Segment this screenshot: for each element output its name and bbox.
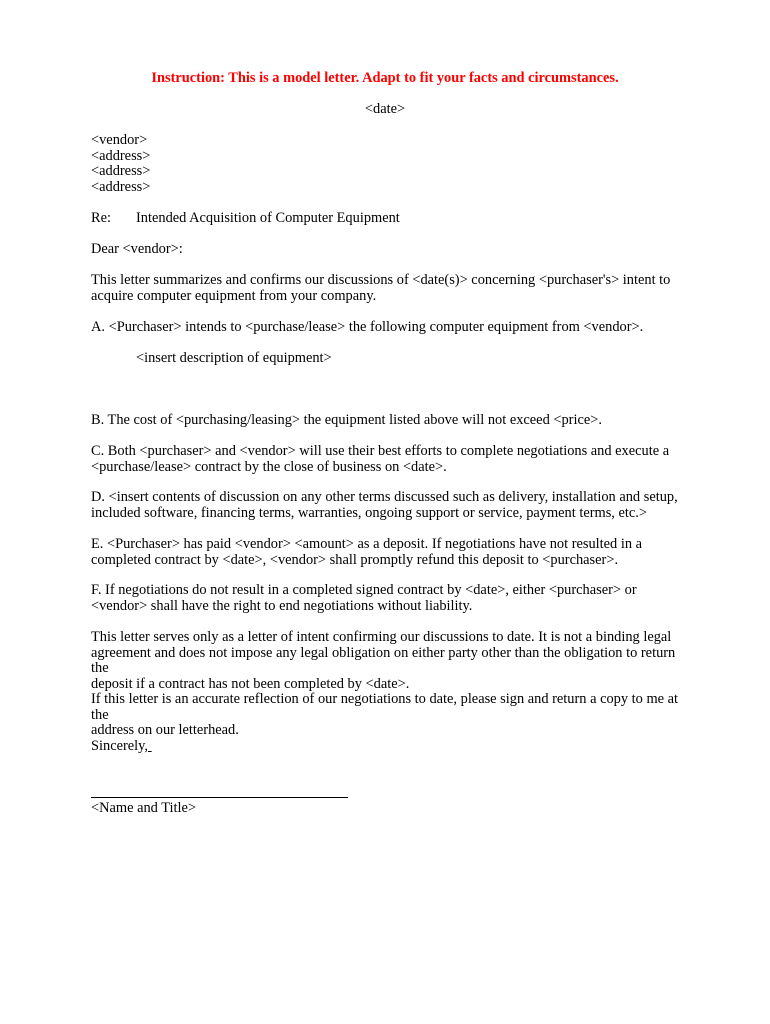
paragraph-line: <vendor> shall have the right to end negotiations without liability. xyxy=(91,597,473,614)
paragraph-line: F. If negotiations do not result in a completed signed contract by <date>, either <purchaser> or xyxy=(91,582,637,598)
recipient-address-line: <address> xyxy=(91,147,151,164)
recipient-address-line: <address> xyxy=(91,178,151,195)
paragraph-c xyxy=(91,444,691,475)
paragraph-line: acquire computer equipment from your company. xyxy=(91,287,377,304)
recipient-address xyxy=(91,133,691,195)
paragraph-b: B. The cost of <purchasing/leasing> the equipment listed above will not exceed <price>. xyxy=(91,412,602,428)
signature-line xyxy=(91,797,348,798)
paragraph-line: <purchase/lease> contract by the close of business on <date>. xyxy=(91,458,447,475)
paragraph-line: D. <insert contents of discussion on any other terms discussed such as delivery, installation and setup, xyxy=(91,489,678,505)
paragraph-line: included software, financing terms, warranties, ongoing support or service, payment terms, etc.> xyxy=(91,504,647,521)
letter-of-intent-paragraph xyxy=(91,630,691,692)
paragraph-line: completed contract by <date>, <vendor> shall promptly refund this deposit to <purchaser>. xyxy=(91,551,619,568)
paragraph-line: agreement and does not impose any legal obligation on either party other than the obligation to return the xyxy=(91,644,676,677)
recipient-address-line: <address> xyxy=(91,163,151,180)
closing-paragraph xyxy=(91,692,691,739)
re-label: Re: xyxy=(91,210,111,226)
paragraph-d xyxy=(91,490,691,521)
re-subject: Intended Acquisition of Computer Equipment xyxy=(136,210,400,226)
paragraph-e xyxy=(91,537,691,568)
paragraph-line: If this letter is an accurate reflection of our negotiations to date, please sign and return a copy to me at the xyxy=(91,691,679,723)
paragraph-a: A. <Purchaser> intends to <purchase/lease> the following computer equipment from <vendor>. xyxy=(91,319,644,335)
paragraph-line: This letter summarizes and confirms our discussions of <date(s)> concerning <purchaser's> intent to xyxy=(91,272,671,288)
equipment-description: <insert description of equipment> xyxy=(136,350,332,366)
sincerely-underline-mark xyxy=(148,738,152,754)
sincerely-line xyxy=(91,739,691,755)
intro-paragraph xyxy=(91,273,691,304)
paragraph-f xyxy=(91,583,691,614)
paragraph-line: This letter serves only as a letter of intent confirming our discussions to date. It is not a binding legal xyxy=(91,629,672,645)
re-line xyxy=(91,211,691,227)
salutation: Dear <vendor>: xyxy=(91,241,183,257)
recipient-name: <vendor> xyxy=(91,132,148,148)
paragraph-line: C. Both <purchaser> and <vendor> will use their best efforts to complete negotiations and execute a xyxy=(91,443,670,459)
paragraph-line: deposit if a contract has not been completed by <date>. xyxy=(91,675,410,692)
instruction-heading: Instruction: This is a model letter. Adapt to fit your facts and circumstances. xyxy=(151,70,619,86)
signature-name-title: <Name and Title> xyxy=(91,800,196,816)
paragraph-line: address on our letterhead. xyxy=(91,722,239,739)
paragraph-line: E. <Purchaser> has paid <vendor> <amount> as a deposit. If negotiations have not resulted in a xyxy=(91,536,643,552)
sincerely: Sincerely, xyxy=(91,738,149,754)
letter-date: <date> xyxy=(364,101,406,117)
